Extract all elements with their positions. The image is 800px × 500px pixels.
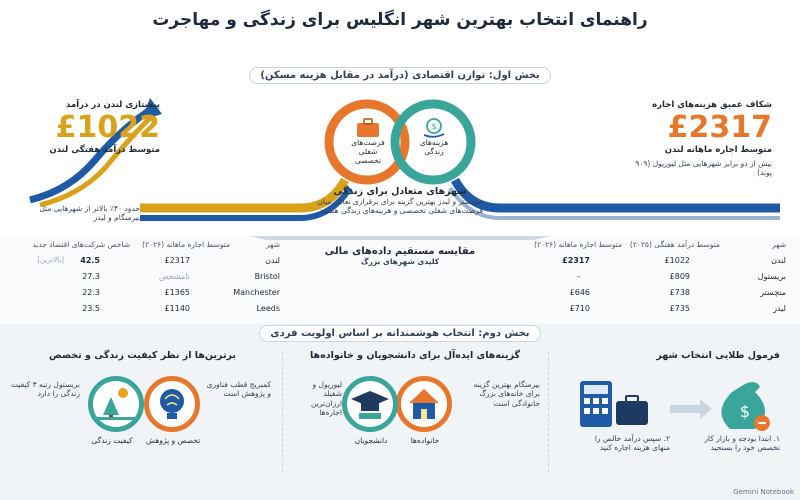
income-value: £1022 xyxy=(55,110,160,145)
divider xyxy=(548,352,549,472)
band-light-right xyxy=(450,188,780,218)
table-left-header xyxy=(10,240,300,254)
rent-heading: شکاف عمیق هزینه‌های اجاره xyxy=(652,100,772,110)
best-card xyxy=(10,350,275,490)
th-index: شاخص شرکت‌های اقتصاد جدید xyxy=(32,240,130,249)
svg-text:$: $ xyxy=(739,402,751,421)
formula-graphic xyxy=(570,367,780,437)
house-icon xyxy=(401,381,447,427)
income-cell: £1022 xyxy=(664,256,690,265)
calculator-icon xyxy=(580,381,612,427)
formula-title: فرمول طلایی انتخاب شهر xyxy=(656,350,780,361)
rent-note: بیش از دو برابر شهرهایی مثل لیورپول (۹۰۹ پوند) xyxy=(635,159,772,178)
rent-cell: £1140 xyxy=(164,304,190,313)
research-circle xyxy=(144,376,200,432)
balanced-cities-block xyxy=(310,186,490,216)
graduation-cap-icon xyxy=(347,381,393,427)
income-block xyxy=(30,100,160,155)
income-label: متوسط درآمد هفتگی لندن xyxy=(49,145,160,155)
th-rent: متوسط اجاره ماهانه (۲۰۲۶) xyxy=(534,240,622,249)
families-note: بیرمنگام بهترین گزینه برای خانه‌های بزرگ خانوادگی است xyxy=(473,380,540,408)
city-cell: لندن xyxy=(265,256,280,265)
quality-label: کیفیت زندگی xyxy=(91,436,133,445)
students-note: لیورپول و شفیلد ارزان‌ترین اجاره‌ها xyxy=(311,380,342,418)
income-cell: £735 xyxy=(669,304,690,313)
research-note: کمبریج قطب فناوری و پژوهش است xyxy=(206,380,271,399)
briefcase-icon xyxy=(616,396,648,425)
landscape-icon xyxy=(93,381,139,427)
table-row xyxy=(10,304,300,318)
city-cell: منچستر xyxy=(760,288,786,297)
rent-label: متوسط اجاره ماهانه لندن xyxy=(664,145,772,155)
research-label: تخصص و پژوهش xyxy=(145,436,201,445)
table-right xyxy=(520,240,790,320)
income-heading: پیشتازی لندن در درآمد xyxy=(66,100,160,110)
jobs-label: فرصت‌های شغلی تخصصی xyxy=(351,138,385,165)
formula-step1: ۱. ابتدا بودجه و بازار کار تخصص خود را بسنجید xyxy=(704,434,780,453)
page-title: راهنمای انتخاب بهترین شهر انگلیس برای زندگی و مهاجرت xyxy=(152,10,648,30)
money-bag-icon xyxy=(721,382,770,431)
th-income: متوسط درآمد هفتگی (۲۰۲۵) xyxy=(629,240,720,249)
rent-cell: £1365 xyxy=(164,288,190,297)
table-row xyxy=(520,288,790,302)
rent-cell: £2317 xyxy=(562,256,590,265)
section2-heading-text: بخش دوم: انتخاب هوشمندانه بر اساس اولویت فردی xyxy=(259,325,540,342)
city-cell: بریستول xyxy=(757,272,786,281)
ideal-card xyxy=(290,350,540,490)
balanced-cities-heading: شهرهای متعادل برای زندگی xyxy=(333,186,467,197)
rent-cell: £2317 xyxy=(164,256,190,265)
city-cell: لیدز xyxy=(773,304,786,313)
rent-cell: - xyxy=(577,272,580,281)
formula-card xyxy=(570,350,780,490)
index-cell: 23.5 xyxy=(82,304,100,313)
brain-head-icon xyxy=(149,381,195,427)
th-city: شهر xyxy=(772,240,786,249)
table-row xyxy=(10,272,300,286)
city-cell: لندن xyxy=(771,256,786,265)
city-cell: Manchester xyxy=(233,288,280,297)
divider xyxy=(282,352,283,472)
table-left xyxy=(10,240,300,320)
income-note: حدود ۴۰٪ بالاتر از شهرهایی مثل بیرمنگام و لیدز xyxy=(39,204,140,223)
briefcase-icon xyxy=(355,118,381,138)
th-rent: متوسط اجاره ماهانه (۲۰۲۶) xyxy=(142,240,230,249)
money-hand-icon xyxy=(421,118,447,138)
formula-step2: ۲. سپس درآمد خالص را منهای هزینه اجاره کنید xyxy=(594,434,670,453)
cost-label: هزینه‌های زندگی xyxy=(419,138,449,156)
th-city: شهر xyxy=(266,240,280,249)
index-cell: 42.5 xyxy=(80,256,100,265)
quality-note: بریستول رتبه ۳ کیفیت زندگی را دارد xyxy=(10,380,80,399)
jobs-icon-block xyxy=(345,118,391,165)
table-row xyxy=(520,304,790,318)
ideal-title: گزینه‌های ایده‌آل برای دانشجویان و خانواده‌ها xyxy=(309,350,521,361)
table-row xyxy=(520,272,790,286)
quality-circle xyxy=(88,376,144,432)
students-circle xyxy=(342,376,398,432)
table-row xyxy=(520,256,790,270)
compare-heading: مقایسه مستقیم داده‌های مالی xyxy=(324,246,476,257)
rent-value: £2317 xyxy=(667,110,772,145)
rent-cell: نامشخص xyxy=(158,272,190,281)
students-label: دانشجویان xyxy=(354,436,388,445)
rent-block xyxy=(622,100,772,178)
income-cell: £809 xyxy=(669,272,690,281)
table-right-header xyxy=(520,240,790,254)
compare-block xyxy=(320,246,480,266)
table-row xyxy=(10,288,300,302)
band-blue-right xyxy=(455,180,780,208)
cost-icon-block xyxy=(411,118,457,156)
index-cell: 22.3 xyxy=(82,288,100,297)
income-cell: £738 xyxy=(669,288,690,297)
index-cell: 27.3 xyxy=(82,272,100,281)
section2-heading xyxy=(240,328,560,339)
svg-text:$: $ xyxy=(431,122,437,131)
table-row xyxy=(10,256,300,270)
arrow-left-icon xyxy=(670,399,712,419)
rent-cell: £710 xyxy=(569,304,590,313)
section1-heading-text: بخش اول: توازن اقتصادی (درآمد در مقابل هزینه مسکن) xyxy=(249,67,550,84)
city-cell: Bristol xyxy=(254,272,280,281)
balanced-cities-body: منچستر و لیدز بهترین گزینه برای برقراری تعادل میان فرصت‌های شغلی تخصصی و هزینه‌های زندگی هستند. xyxy=(317,197,483,216)
watermark: Gemini Notebook xyxy=(733,488,794,496)
compare-sub: کلیدی شهرهای بزرگ xyxy=(360,257,440,266)
highest-tag: [بالاترین] xyxy=(37,256,64,264)
rent-cell: £646 xyxy=(569,288,590,297)
city-cell: Leeds xyxy=(256,304,280,313)
best-title: برترین‌ها از نظر کیفیت زندگی و تخصص xyxy=(49,350,236,361)
families-circle xyxy=(396,376,452,432)
families-label: خانواده‌ها xyxy=(410,436,440,445)
